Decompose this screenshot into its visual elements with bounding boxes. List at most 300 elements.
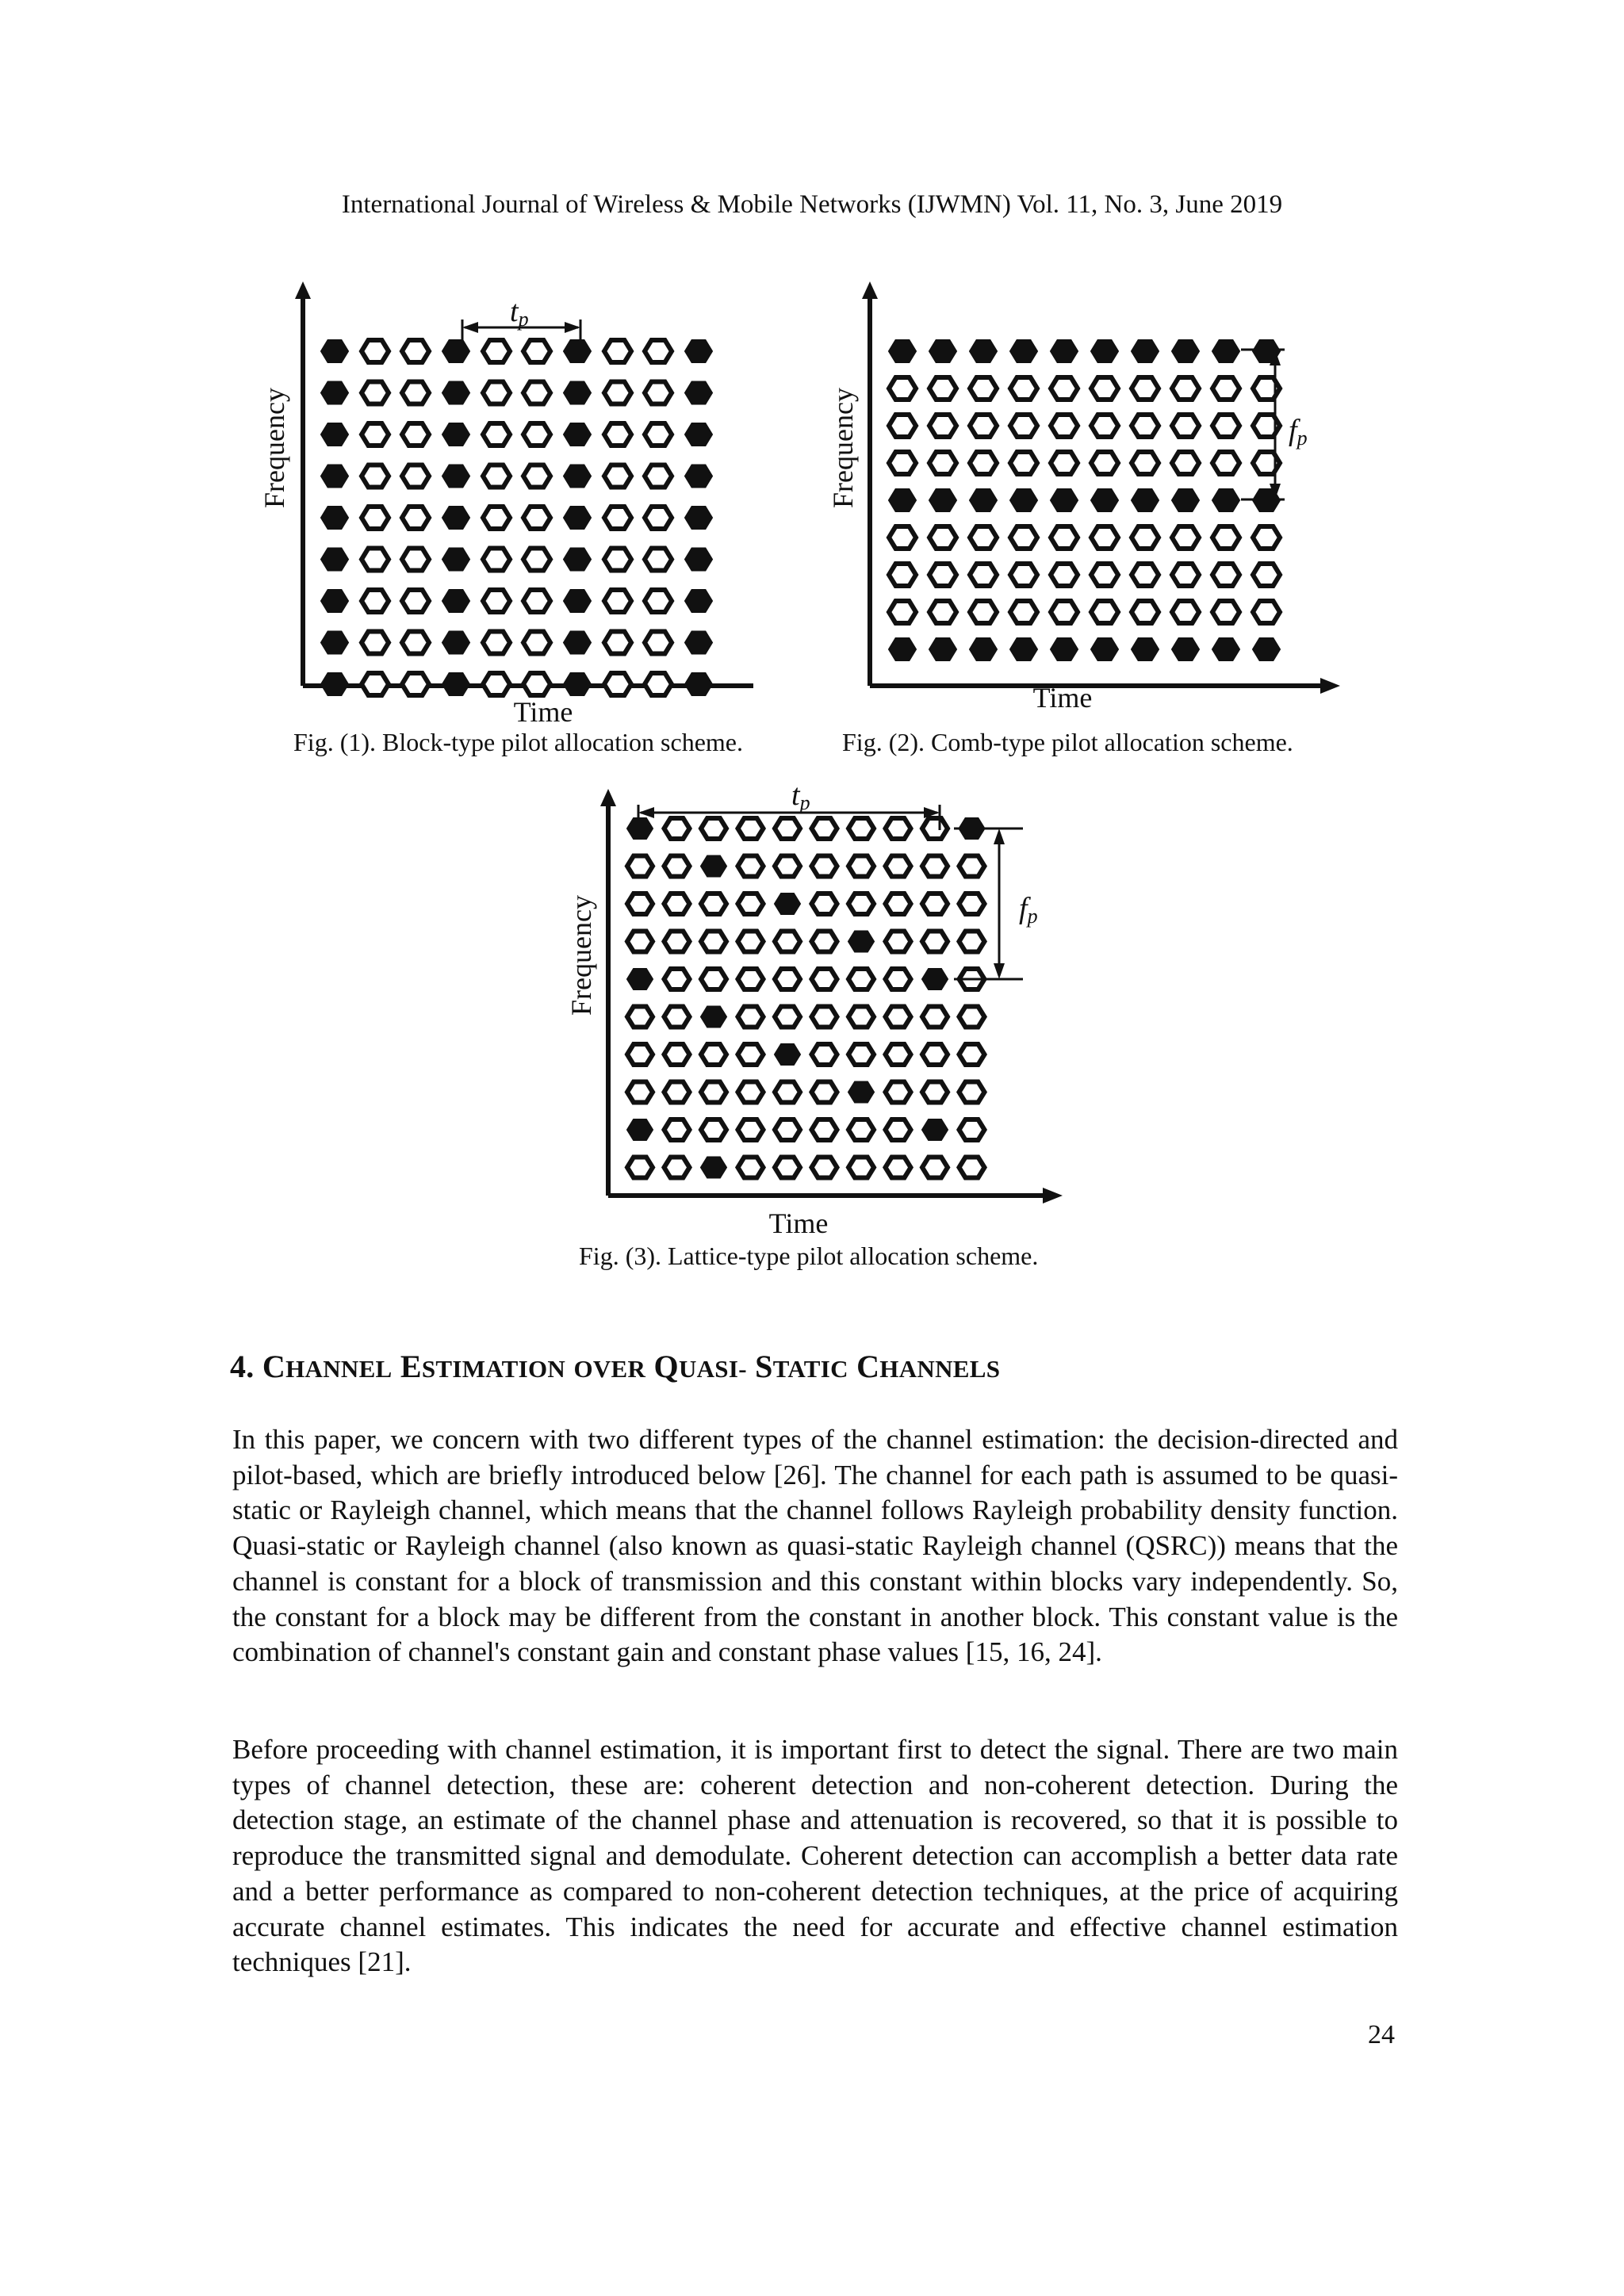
data-symbol [886,1044,911,1065]
data-symbol [604,465,631,488]
data-symbol [922,894,948,914]
x-axis-label: Time [513,696,573,728]
data-symbol [970,415,997,437]
data-symbol [929,601,956,623]
data-symbol [1010,377,1037,400]
data-symbol [1051,415,1078,437]
tp-arrow-left [638,807,654,818]
data-symbol [812,932,837,952]
data-symbol [775,1119,800,1140]
page-number: 24 [1368,2020,1395,2049]
data-symbol [1172,526,1199,549]
pilot-symbol [1132,340,1159,362]
pilot-symbol [564,590,591,612]
data-symbol [604,507,631,529]
data-symbol [929,377,956,400]
section-title-word: QUASI- [653,1349,747,1384]
data-symbol [775,1158,800,1178]
pilot-symbol [564,423,591,446]
pilot-symbol [685,673,712,695]
data-symbol [701,1044,726,1065]
data-symbol [812,894,837,914]
data-symbol [627,1158,653,1178]
data-symbol [922,856,948,877]
pilot-symbol [1091,489,1118,511]
data-symbol [1212,415,1239,437]
pilot-symbol [564,673,591,695]
data-symbol [922,1158,948,1178]
data-symbol [889,526,916,549]
figure-lattice-caption: Fig. (3). Lattice-type pilot allocation scheme. [579,1242,1039,1270]
data-symbol [886,856,911,877]
data-symbol [483,632,510,654]
data-symbol [886,1082,911,1103]
data-symbol [775,969,800,989]
pilot-symbol [321,340,348,362]
data-symbol [848,1158,874,1178]
pilot-symbol [929,340,956,362]
data-symbol [523,632,550,654]
pilot-symbol [701,1158,726,1178]
fp-arrow-top [994,828,1005,844]
pilot-symbol [922,969,948,989]
data-symbol [812,1044,837,1065]
pilot-symbol [889,489,916,511]
data-symbol [402,590,429,612]
data-symbol [929,526,956,549]
data-symbol [1010,526,1037,549]
figure-block-caption: Fig. (1). Block-type pilot allocation scheme. [293,728,743,756]
data-symbol [483,340,510,362]
y-axis-arrowhead [862,281,878,299]
data-symbol [970,377,997,400]
data-symbol [1172,601,1199,623]
data-symbol [929,452,956,474]
data-symbol [402,549,429,571]
data-symbol [886,1158,911,1178]
data-symbol [970,526,997,549]
data-symbol [402,673,429,695]
data-symbol [627,1007,653,1027]
data-symbol [1051,452,1078,474]
data-symbol [1212,564,1239,586]
pilot-symbol [442,465,469,488]
data-symbol [665,894,690,914]
data-symbol [738,818,764,839]
data-symbol [1253,564,1280,586]
pilot-symbol [685,632,712,654]
pilot-symbol [442,423,469,446]
data-symbol [848,894,874,914]
data-symbol [970,601,997,623]
pilot-symbol [775,1044,800,1065]
pilot-symbol [685,340,712,362]
data-symbol [1051,601,1078,623]
data-symbol [1212,377,1239,400]
pilot-symbol [442,507,469,529]
data-symbol [604,673,631,695]
data-symbol [959,1007,985,1027]
data-symbol [1091,564,1118,586]
data-symbol [523,507,550,529]
data-symbol [959,856,985,877]
data-symbol [738,1082,764,1103]
data-symbol [645,423,672,446]
pilot-symbol [970,340,997,362]
data-symbol [848,1044,874,1065]
data-symbol [523,465,550,488]
x-axis-label: Time [1032,682,1093,714]
pilot-symbol [321,549,348,571]
data-symbol [959,1044,985,1065]
data-symbol [886,932,911,952]
data-symbol [929,415,956,437]
tp-label: tp [510,295,529,331]
y-axis-label: Frequency [565,895,597,1016]
pilot-symbol [564,340,591,362]
data-symbol [701,1119,726,1140]
fp-arrow-bottom [994,963,1005,979]
data-symbol [886,1119,911,1140]
data-symbol [922,1044,948,1065]
data-symbol [812,1158,837,1178]
data-symbol [1132,526,1159,549]
data-symbol [645,549,672,571]
pilot-symbol [321,673,348,695]
pilot-symbol [627,969,653,989]
pilot-symbol [564,465,591,488]
y-axis-label: Frequency [259,388,290,508]
data-symbol [645,673,672,695]
data-symbol [362,590,389,612]
data-symbol [889,452,916,474]
data-symbol [1010,564,1037,586]
data-symbol [523,382,550,404]
pilot-symbol [701,856,726,877]
pilot-symbol [1172,340,1199,362]
pilot-symbol [1010,340,1037,362]
data-symbol [1132,564,1159,586]
data-symbol [738,969,764,989]
data-symbol [645,590,672,612]
data-symbol [701,932,726,952]
data-symbol [848,969,874,989]
pilot-symbol [922,1119,948,1140]
data-symbol [523,673,550,695]
data-symbol [665,1007,690,1027]
pilot-symbol [442,549,469,571]
data-symbol [665,856,690,877]
pilot-symbol [564,632,591,654]
data-symbol [959,932,985,952]
data-symbol [812,1007,837,1027]
data-symbol [1132,601,1159,623]
body-paragraph-2: Before proceeding with channel estimation, it is important first to detect the signal. There are two main types of channel detection, these are: coherent detection and non-coherent detection. During the detection stage, an estimate of the channel phase and attenuation is recovered, so that it is possible to reproduce the transmitted signal and demodulate. Coherent detection can accomplish a better data rate and a better performance as compared to non-coherent detection techniques, at the price of acquiring accurate channel estimates. This indicates the need for accurate and effective channel estimation techniques [21]. [232,1734,1398,1978]
section-heading [230,1348,1000,1385]
tp-arrow-left [462,322,478,333]
data-symbol [886,969,911,989]
data-symbol [1010,415,1037,437]
data-symbol [645,507,672,529]
data-symbol [959,1119,985,1140]
data-symbol [402,507,429,529]
pilot-symbol [1172,489,1199,511]
data-symbol [701,1082,726,1103]
body-paragraph-1: In this paper, we concern with two different types of the channel estimation: the decision-directed and pilot-based, which are briefly introduced below [26]. The channel for each path is assumed to be quasi-static or Rayleigh channel, which means that the channel follows Rayleigh probability density function. Quasi-static or Rayleigh channel (also known as quasi-static Rayleigh channel (QSRC)) means that the channel is constant for a block of transmission and this constant within blocks vary independently. So, the constant for a block may be different from the constant in another block. This constant value is the combination of channel's constant gain and constant phase values [15, 16, 24]. [232,1424,1398,1668]
data-symbol [1010,452,1037,474]
data-symbol [738,1158,764,1178]
pilot-symbol [848,1082,874,1103]
y-axis-arrowhead [600,789,616,806]
data-symbol [1253,526,1280,549]
data-symbol [627,1082,653,1103]
tp-arrow-right [565,322,580,333]
section-title-word: CHANNEL [262,1349,393,1384]
data-symbol [922,932,948,952]
section-title-word: STATIC [755,1349,848,1384]
x-axis-label: Time [768,1207,829,1239]
pilot-symbol [685,465,712,488]
data-symbol [523,340,550,362]
pilot-symbol [701,1007,726,1027]
data-symbol [812,818,837,839]
data-symbol [604,632,631,654]
data-symbol [1010,601,1037,623]
pilot-symbol [442,340,469,362]
data-symbol [483,590,510,612]
data-symbol [812,856,837,877]
pilot-symbol [1051,489,1078,511]
data-symbol [848,856,874,877]
data-symbol [889,377,916,400]
data-symbol [665,818,690,839]
data-symbol [1051,564,1078,586]
pilot-symbol [970,638,997,660]
pilot-symbol [848,932,874,952]
data-symbol [483,549,510,571]
data-symbol [848,1007,874,1027]
y-axis-arrowhead [295,281,311,299]
data-symbol [627,932,653,952]
data-symbol [402,340,429,362]
pilot-symbol [775,894,800,914]
data-symbol [738,1119,764,1140]
data-symbol [959,1158,985,1178]
data-symbol [775,1082,800,1103]
data-symbol [627,1044,653,1065]
data-symbol [738,894,764,914]
data-symbol [1132,377,1159,400]
data-symbol [402,632,429,654]
pilot-symbol [1091,340,1118,362]
pilot-symbol [929,638,956,660]
fp-label: fp [1289,414,1308,450]
pilot-symbol [1172,638,1199,660]
pilot-symbol [1132,489,1159,511]
pilot-symbol [685,423,712,446]
data-symbol [970,452,997,474]
pilot-symbol [685,382,712,404]
data-symbol [1172,415,1199,437]
data-symbol [604,590,631,612]
pilot-symbol [564,507,591,529]
pilot-symbol [442,632,469,654]
data-symbol [889,415,916,437]
journal-header: International Journal of Wireless & Mobile Networks (IJWMN) Vol. 11, No. 3, June 2019 [341,190,1283,219]
data-symbol [812,969,837,989]
pilot-symbol [1010,489,1037,511]
data-symbol [886,818,911,839]
data-symbol [775,932,800,952]
pilot-symbol [1010,638,1037,660]
pilot-symbol [564,382,591,404]
data-symbol [1091,452,1118,474]
data-symbol [402,382,429,404]
data-symbol [1172,377,1199,400]
data-symbol [1051,526,1078,549]
data-symbol [922,1082,948,1103]
data-symbol [1212,601,1239,623]
data-symbol [922,1007,948,1027]
pilot-symbol [1253,638,1280,660]
pilot-symbol [685,549,712,571]
data-symbol [738,1007,764,1027]
data-symbol [362,549,389,571]
data-symbol [665,1158,690,1178]
data-symbol [929,564,956,586]
pilot-symbol [321,465,348,488]
data-symbol [1212,526,1239,549]
pilot-symbol [1051,638,1078,660]
data-symbol [627,894,653,914]
pilot-symbol [1091,638,1118,660]
data-symbol [665,969,690,989]
y-axis-label: Frequency [827,388,859,508]
x-axis-arrowhead [1320,678,1340,694]
data-symbol [604,340,631,362]
data-symbol [1132,415,1159,437]
data-symbol [604,382,631,404]
pilot-symbol [442,590,469,612]
data-symbol [1253,601,1280,623]
data-symbol [645,382,672,404]
pilot-symbol [321,382,348,404]
data-symbol [402,465,429,488]
data-symbol [701,969,726,989]
pilot-symbol [627,818,653,839]
pilot-symbol [1212,489,1239,511]
data-symbol [483,423,510,446]
data-symbol [483,507,510,529]
pilot-symbol [929,489,956,511]
pilot-symbol [889,638,916,660]
data-symbol [848,1119,874,1140]
x-axis-arrowhead [1043,1188,1063,1203]
data-symbol [922,818,948,839]
figure-lattice-svg [565,779,1074,1249]
data-symbol [889,564,916,586]
data-symbol [402,423,429,446]
data-symbol [665,1044,690,1065]
pilot-symbol [564,549,591,571]
pilot-symbol [1212,638,1239,660]
figure-comb-caption: Fig. (2). Comb-type pilot allocation scheme. [842,728,1293,756]
data-symbol [1091,415,1118,437]
pilot-symbol [1212,340,1239,362]
data-symbol [738,856,764,877]
data-symbol [1132,452,1159,474]
section-number: 4. [230,1349,255,1384]
data-symbol [1172,564,1199,586]
data-symbol [775,1007,800,1027]
figure-comb-svg [829,281,1344,733]
section-title-word: ESTIMATION [400,1349,566,1384]
data-symbol [483,382,510,404]
data-symbol [362,382,389,404]
data-symbol [1172,452,1199,474]
data-symbol [812,1119,837,1140]
data-symbol [523,423,550,446]
fp-label: fp [1019,892,1038,928]
data-symbol [665,932,690,952]
data-symbol [889,601,916,623]
data-symbol [738,932,764,952]
figure-block-svg [259,281,769,733]
data-symbol [362,673,389,695]
data-symbol [483,673,510,695]
data-symbol [970,564,997,586]
figure-lattice [565,779,1074,1249]
pilot-symbol [321,423,348,446]
data-symbol [959,894,985,914]
section-title [262,1349,1000,1384]
data-symbol [645,465,672,488]
pilot-symbol [889,340,916,362]
data-symbol [959,1082,985,1103]
data-symbol [1091,377,1118,400]
data-symbol [1051,377,1078,400]
data-symbol [1091,601,1118,623]
data-symbol [775,856,800,877]
data-symbol [362,423,389,446]
pilot-symbol [685,590,712,612]
data-symbol [604,423,631,446]
data-symbol [665,1119,690,1140]
pilot-symbol [1132,638,1159,660]
pilot-symbol [627,1119,653,1140]
pilot-symbol [321,590,348,612]
tp-label: tp [791,779,810,814]
data-symbol [483,465,510,488]
pilot-symbol [442,673,469,695]
data-symbol [886,1007,911,1027]
pilot-symbol [321,632,348,654]
data-symbol [1091,526,1118,549]
section-title-word: OVER [573,1355,646,1383]
data-symbol [523,549,550,571]
data-symbol [701,894,726,914]
data-symbol [362,340,389,362]
data-symbol [362,632,389,654]
data-symbol [848,818,874,839]
data-symbol [604,549,631,571]
figure-comb [829,281,1344,733]
data-symbol [362,465,389,488]
data-symbol [665,1082,690,1103]
figure-block [259,281,769,733]
data-symbol [1212,452,1239,474]
pilot-symbol [685,507,712,529]
